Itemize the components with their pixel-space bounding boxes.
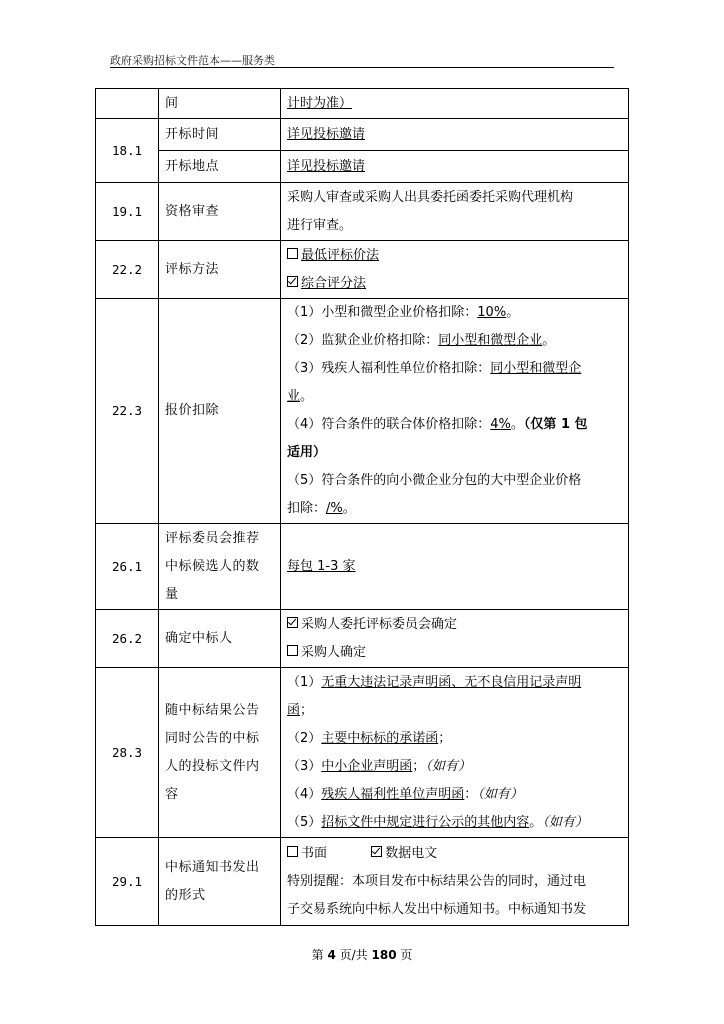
text-line: 适用） [287,445,327,460]
cell-label: 随中标结果公告 同时公告的中标 人的投标文件内 容 [159,668,281,838]
table-row [96,668,629,838]
option-comprehensive[interactable]: 综合评分法 [287,270,622,298]
checkbox-checked-icon [287,276,298,287]
option-committee-decides[interactable]: 采购人委托评标委员会确定 [287,611,622,639]
text-line: （4）符合条件的联合体价格扣除：4%。（仅第 1 包 [287,417,588,432]
clause-number: 22.3 [96,299,159,524]
option-written[interactable]: 书面 [287,846,327,861]
option-electronic[interactable]: 数据电文 [371,846,437,861]
clause-number: 29.1 [96,838,159,926]
text-line: （5）符合条件的向小微企业分包的大中型企业价格 [287,473,582,488]
cell-label: 评标委员会推荐 中标候选人的数 量 [159,524,281,610]
cell-content [281,838,629,926]
text-line: （4）残疾人福利性单位声明函：（如有） [287,786,523,802]
text-line: （3）残疾人福利性单位价格扣除：同小型和微型企 [287,361,582,376]
text-line: 采购人审查或采购人出具委托函委托采购代理机构 [287,189,574,205]
table-row [96,151,629,183]
cell-content [281,610,629,668]
opening-time-value: 详见投标邀请 [287,126,366,142]
cell-content [281,668,629,838]
cell-content [281,151,629,183]
cell-content [281,241,629,299]
text-line: （3）中小企业声明函；（如有） [287,758,471,774]
checkbox-checked-icon [287,617,298,628]
text-line [287,840,622,868]
checkbox-empty-icon [287,645,298,656]
table-row [96,183,629,241]
table-row [96,119,629,151]
cell-content [281,524,629,610]
text-line: （5）招标文件中规定进行公示的其他内容。（如有） [287,814,588,830]
option-lowest-price[interactable]: 最低评标价法 [287,242,622,270]
checkbox-empty-icon [287,248,298,259]
tender-info-table [95,88,629,926]
cell-content [281,183,629,241]
text-line: 函； [287,702,314,718]
document-header-title: 政府采购招标文件范本——服务类 [110,54,275,67]
cell-label: 评标方法 [159,241,281,299]
text-line: （2）主要中标标的承诺函； [287,730,452,746]
page-number: 第 4 页/共 180 页 [311,948,413,962]
table-row [96,89,629,119]
table-row [96,524,629,610]
checkbox-checked-icon [371,846,382,857]
text-line: （1）无重大违法记录声明函、无不良信用记录声明 [287,674,582,690]
clause-number: 26.2 [96,610,159,668]
cell-label: 中标通知书发出 的形式 [159,838,281,926]
cell-label: 开标地点 [159,151,281,183]
header-divider [110,67,614,68]
text-line: 扣除：/%。 [287,501,356,516]
continued-value: 计时为准） [287,95,353,111]
option-purchaser-decides[interactable]: 采购人确定 [287,639,622,667]
clause-number: 22.2 [96,241,159,299]
table-row [96,838,629,926]
clause-number: 26.1 [96,524,159,610]
text-line: （1）小型和微型企业价格扣除：10%。 [287,305,520,320]
checkbox-empty-icon [287,846,298,857]
cell-label: 确定中标人 [159,610,281,668]
cell-content [281,119,629,151]
clause-number: 28.3 [96,668,159,838]
text-line: 业。 [287,389,314,404]
cell-label: 报价扣除 [159,299,281,524]
text-line: 进行审查。 [287,217,353,233]
table-row [96,610,629,668]
text-line: 特别提醒：本项目发布中标结果公告的同时，通过电 [287,873,587,889]
cell-num [96,89,159,119]
opening-place-value: 详见投标邀请 [287,158,366,174]
cell-label: 间 [159,89,281,119]
clause-number: 19.1 [96,183,159,241]
table-row [96,299,629,524]
cell-content [281,299,629,524]
table-row [96,241,629,299]
text-line: （2）监狱企业价格扣除：同小型和微型企业。 [287,333,556,348]
cell-label: 开标时间 [159,119,281,151]
cell-content [281,89,629,119]
text-line: 子交易系统向中标人发出中标通知书。中标通知书发 [287,901,587,917]
clause-number: 18.1 [96,119,159,183]
candidate-count-value: 每包 1-3 家 [287,558,356,574]
cell-label: 资格审查 [159,183,281,241]
